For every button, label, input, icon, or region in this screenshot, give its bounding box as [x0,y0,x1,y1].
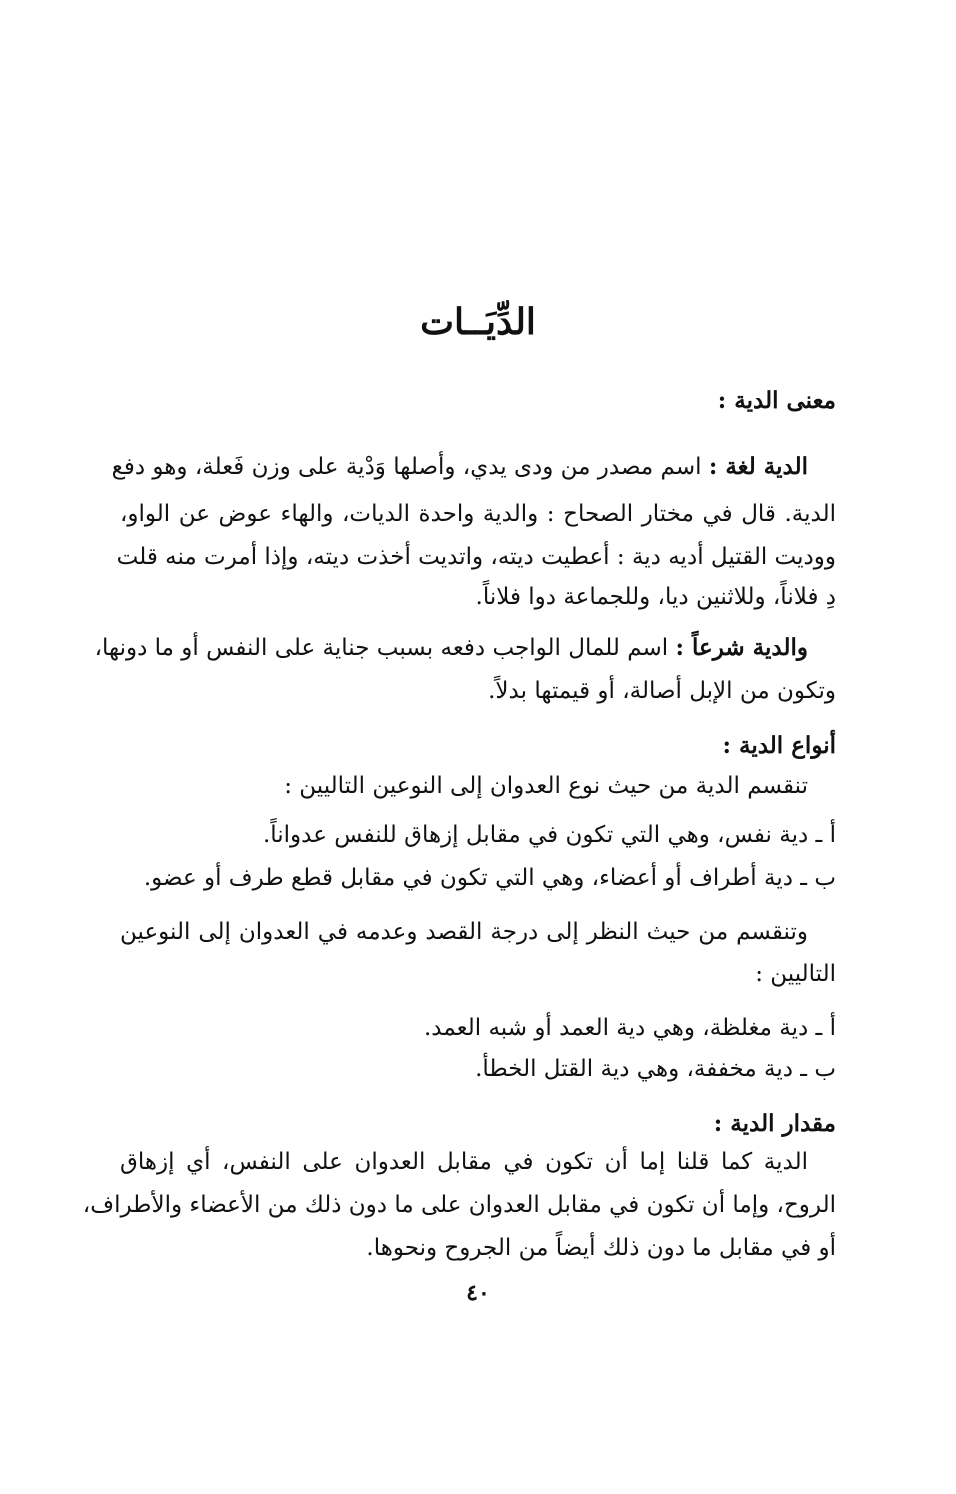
paragraph-line: الدية كما قلنا إما أن تكون في مقابل العدوان على النفس، أي إزهاق [120,1149,808,1175]
paragraph-line: وتكون من الإبل أصالة، أو قيمتها بدلاً. [488,678,836,704]
page-title: الدِّيَــات [420,301,536,343]
section-heading-meaning: معنى الدية : [717,387,836,414]
page-number: ٤٠ [466,1280,490,1306]
paragraph-line: الدية. قال في مختار الصحاح : والدية واحدة الديات، والهاء عوض عن الواو، [120,501,836,527]
list-item: ب ـ دية مخففة، وهي دية القتل الخطأ. [475,1056,836,1082]
paragraph-line: الدية لغة : اسم مصدر من ودى يدي، وأصلها وَدْية على وزن فَعلة، وهو دفع [111,453,808,480]
paragraph-line: أو في مقابل ما دون ذلك أيضاً من الجروح ونحوها. [366,1235,836,1261]
term-label: الدية لغة : [708,453,808,480]
section-heading-amount: مقدار الدية : [713,1110,836,1137]
section-heading-types: أنواع الدية : [722,732,836,759]
paragraph-line: وتنقسم من حيث النظر إلى درجة القصد وعدمه في العدوان إلى النوعين [120,919,808,945]
paragraph-line: والدية شرعاً : اسم للمال الواجب دفعه بسبب جناية على النفس أو ما دونها، [94,634,808,661]
paragraph-line: التاليين : [755,961,836,987]
list-item: ب ـ دية أطراف أو أعضاء، وهي التي تكون في مقابل قطع طرف أو عضو. [143,865,836,891]
paragraph-line: الروح، وإما أن تكون في مقابل العدوان على ما دون ذلك من الأعضاء والأطراف، [82,1192,836,1218]
paragraph-line: تنقسم الدية من حيث نوع العدوان إلى النوعين التاليين : [284,773,808,799]
paragraph-line: دِ فلاناً، وللاثنين ديا، وللجماعة دوا فلاناً. [475,584,836,610]
list-item: أ ـ دية نفس، وهي التي تكون في مقابل إزهاق للنفس عدواناً. [262,822,836,848]
list-item: أ ـ دية مغلظة، وهي دية العمد أو شبه العمد. [423,1015,836,1041]
paragraph-line: ووديت القتيل أديه دية : أعطيت ديته، واتديت أخذت ديته، وإذا أمرت منه قلت [116,544,836,570]
term-label: والدية شرعاً : [675,634,808,661]
